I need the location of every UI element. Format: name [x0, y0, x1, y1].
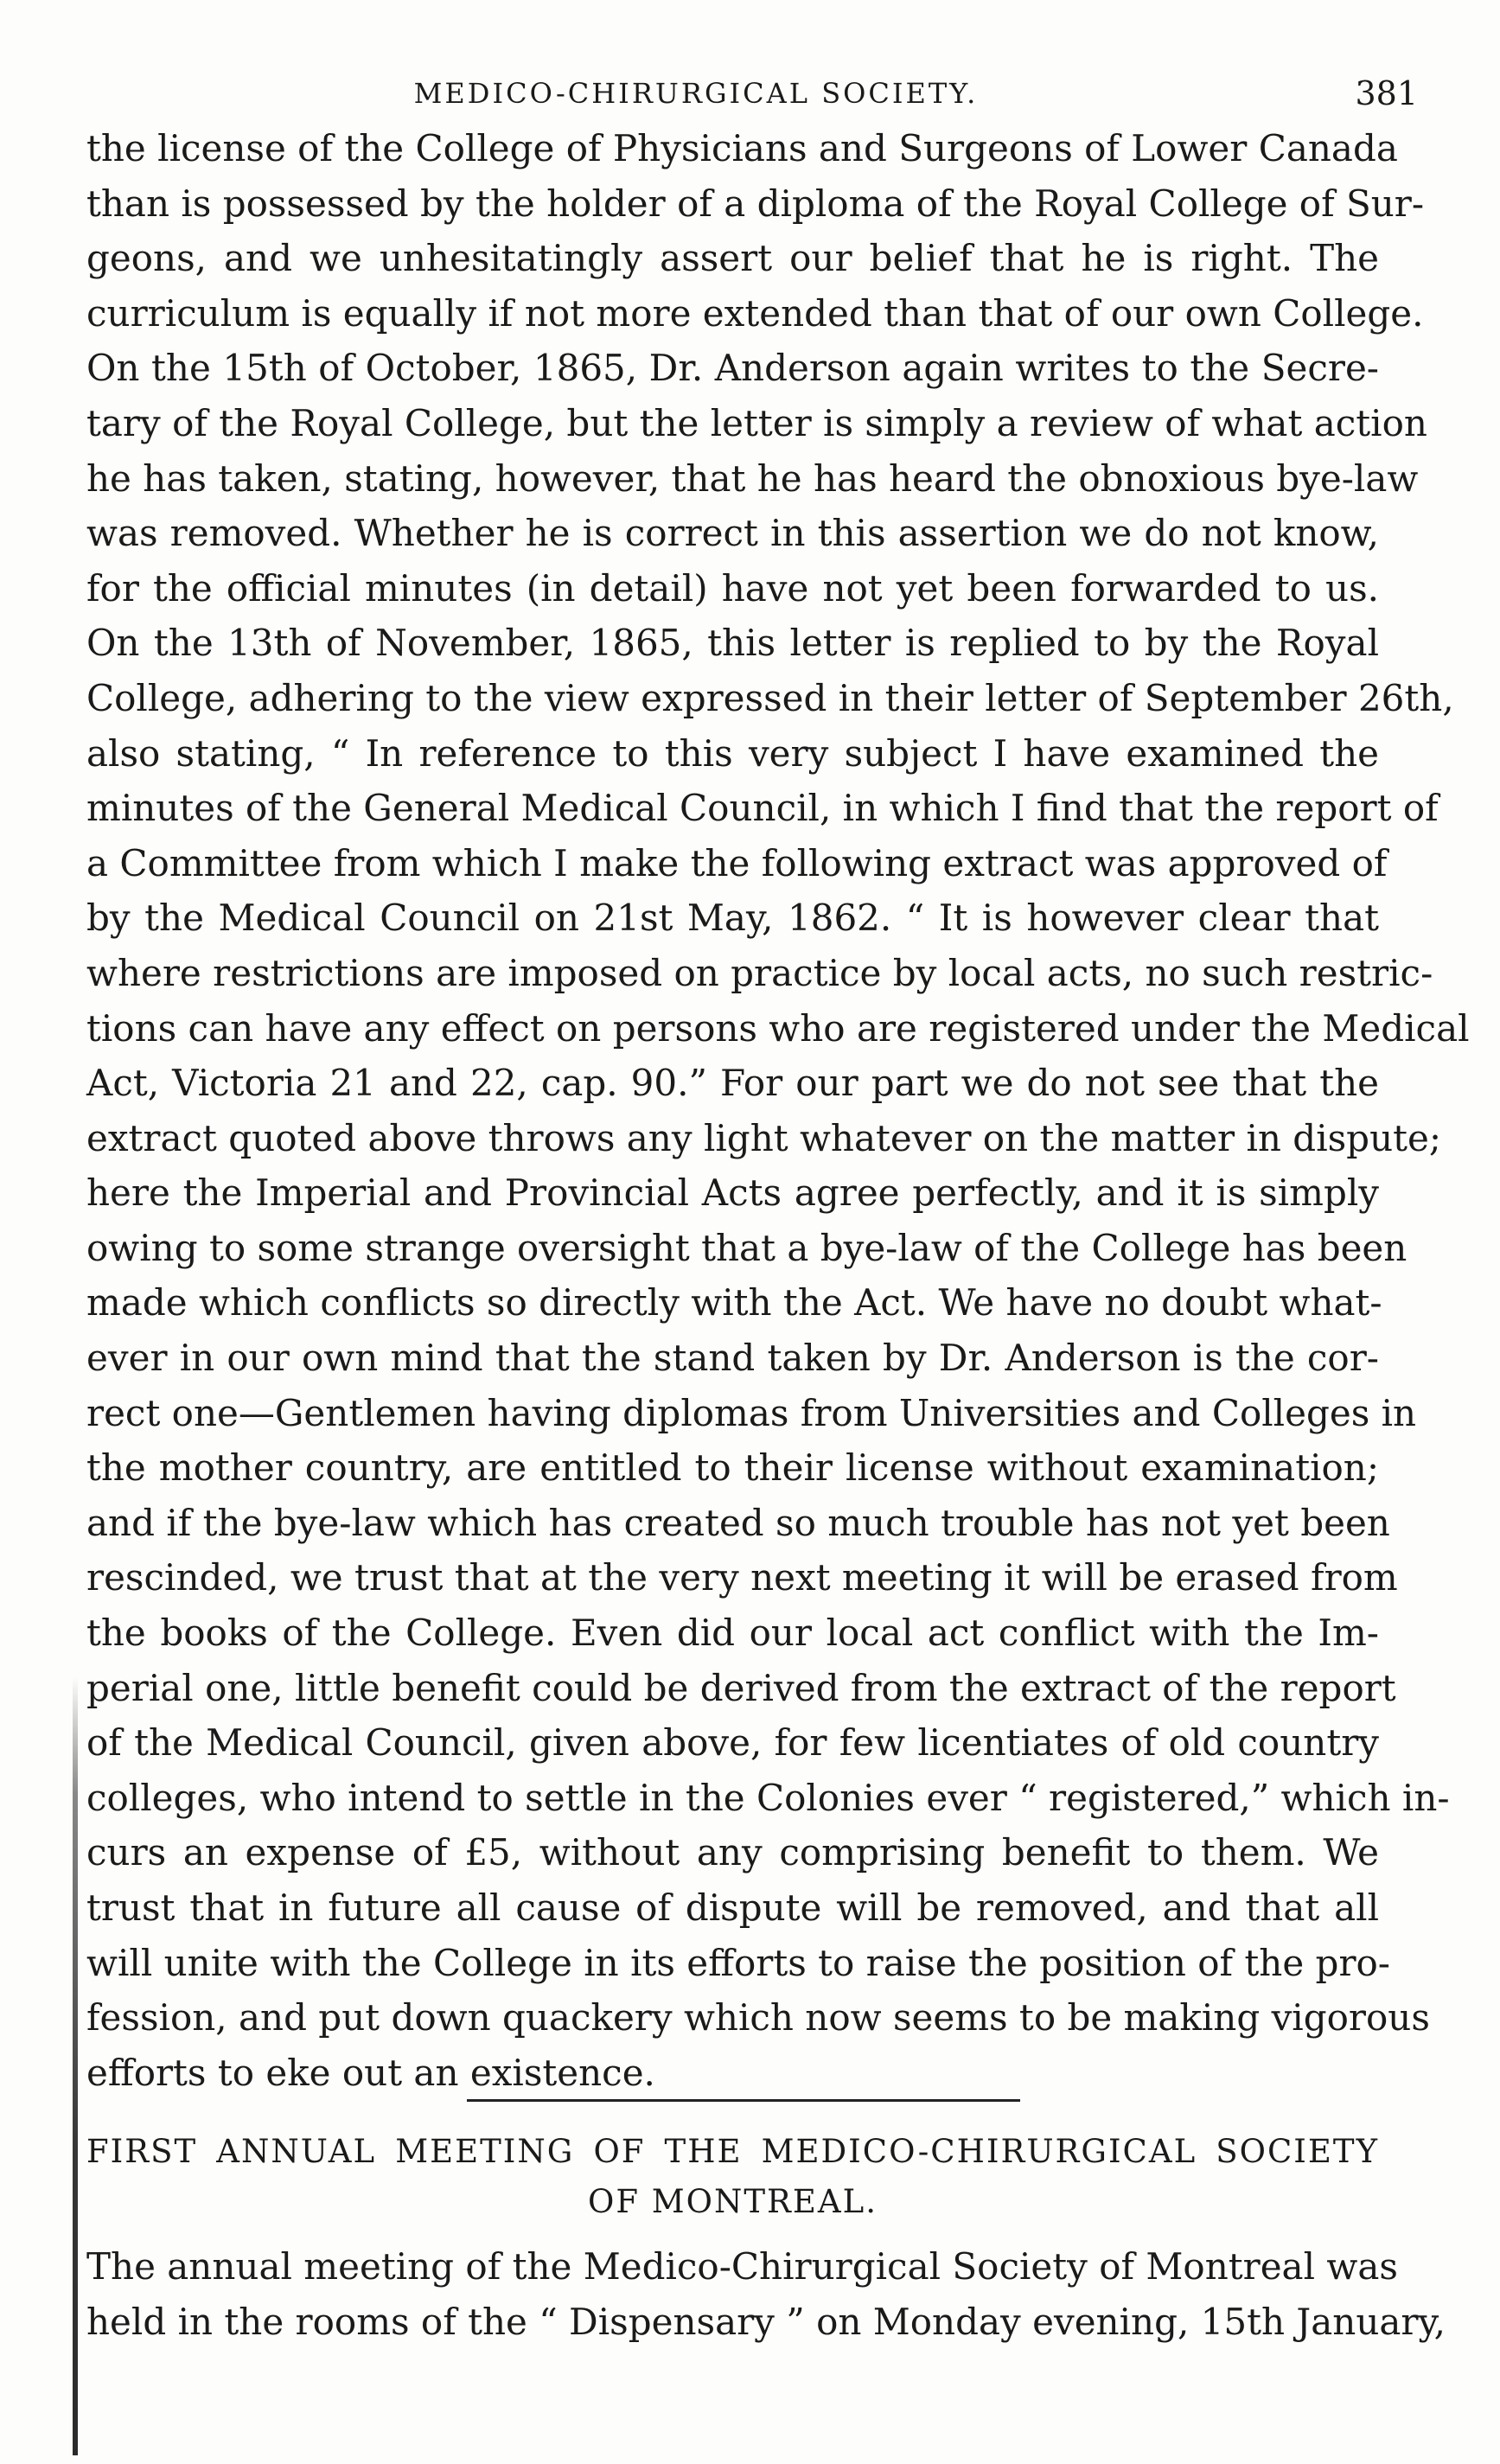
text-line: the mother country, are entitled to their license without examination;	[86, 1446, 1379, 1490]
section-heading-line: FIRST ANNUAL MEETING OF THE MEDICO-CHIRURGICAL SOCIETY	[86, 2133, 1379, 2170]
text-line: will unite with the College in its efforts to raise the position of the pro-	[86, 1941, 1391, 1984]
text-line: tary of the Royal College, but the letter is simply a review of what action	[86, 401, 1427, 444]
text-line: also stating, “ In reference to this very subject I have examined the	[86, 731, 1379, 775]
text-line: made which conflicts so directly with the Act. We have no doubt what-	[86, 1281, 1382, 1325]
text-line: he has taken, stating, however, that he has heard the obnoxious bye-law	[86, 456, 1419, 500]
text-line: of the Medical Council, given above, for few licentiates of old country	[86, 1721, 1379, 1765]
text-line: where restrictions are imposed on practice by local acts, no such restric-	[86, 951, 1433, 994]
page-number: 381	[1355, 74, 1418, 112]
running-title: MEDICO-CHIRURGICAL SOCIETY.	[413, 77, 979, 110]
text-line: On the 13th of November, 1865, this letter is replied to by the Royal	[86, 622, 1379, 665]
text-line: here the Imperial and Provincial Acts agree perfectly, and it is simply	[86, 1171, 1379, 1215]
text-line: fession, and put down quackery which now seems to be making vigorous	[86, 1996, 1430, 2040]
section-paragraph	[86, 2239, 1446, 2349]
text-line: owing to some strange oversight that a bye-law of the College has been	[86, 1226, 1407, 1269]
text-line: a Committee from which I make the following extract was approved of	[86, 841, 1388, 884]
text-line: held in the rooms of the “ Dispensary ” on Monday evening, 15th January,	[86, 2300, 1446, 2343]
text-line: geons, and we unhesitatingly assert our belief that he is right. The	[86, 237, 1379, 280]
text-line: minutes of the General Medical Council, in which I find that the report of	[86, 787, 1439, 830]
text-line: curriculum is equally if not more extended than that of our own College.	[86, 291, 1424, 335]
text-line: by the Medical Council on 21st May, 1862. “ It is however clear that	[86, 897, 1379, 940]
text-line: the license of the College of Physicians and Surgeons of Lower Canada	[86, 127, 1398, 169]
section-divider	[467, 2099, 1020, 2102]
text-line: the books of the College. Even did our local act conflict with the Im-	[86, 1612, 1379, 1655]
running-head	[95, 67, 1418, 119]
text-line: than is possessed by the holder of a diploma of the Royal College of Sur-	[86, 182, 1425, 225]
text-line: curs an expense of £5, without any comprising benefit to them. We	[86, 1831, 1379, 1874]
text-line: efforts to eke out an existence.	[86, 2051, 655, 2094]
section-heading-line: OF MONTREAL.	[588, 2183, 878, 2220]
text-line: rect one—Gentlemen having diplomas from Universities and Colleges in	[86, 1391, 1417, 1434]
text-line: perial one, little benefit could be derived from the extract of the report	[86, 1666, 1396, 1709]
binding-shadow	[73, 1677, 78, 2455]
text-line: was removed. Whether he is correct in this assertion we do not know,	[86, 512, 1379, 555]
text-line: tions can have any effect on persons who are registered under the Medical	[86, 1006, 1470, 1050]
section-heading	[86, 2127, 1379, 2227]
text-line: Act, Victoria 21 and 22, cap. 90.” For our part we do not see that the	[86, 1062, 1379, 1105]
text-line: The annual meeting of the Medico-Chirurgical Society of Montreal was	[86, 2245, 1398, 2288]
text-line: extract quoted above throws any light whatever on the matter in dispute;	[86, 1116, 1442, 1159]
body-paragraph	[86, 121, 1470, 2100]
text-line: ever in our own mind that the stand taken by Dr. Anderson is the cor-	[86, 1337, 1379, 1380]
text-line: rescinded, we trust that at the very next meeting it will be erased from	[86, 1556, 1398, 1599]
text-line: and if the bye-law which has created so much trouble has not yet been	[86, 1501, 1390, 1544]
text-line: for the official minutes (in detail) have not yet been forwarded to us.	[86, 566, 1379, 610]
text-line: College, adhering to the view expressed in their letter of September 26th,	[86, 676, 1454, 719]
text-line: trust that in future all cause of dispute will be removed, and that all	[86, 1886, 1379, 1929]
text-line: colleges, who intend to settle in the Colonies ever “ registered,” which in-	[86, 1776, 1450, 1819]
text-line: On the 15th of October, 1865, Dr. Anderson again writes to the Secre-	[86, 347, 1379, 390]
